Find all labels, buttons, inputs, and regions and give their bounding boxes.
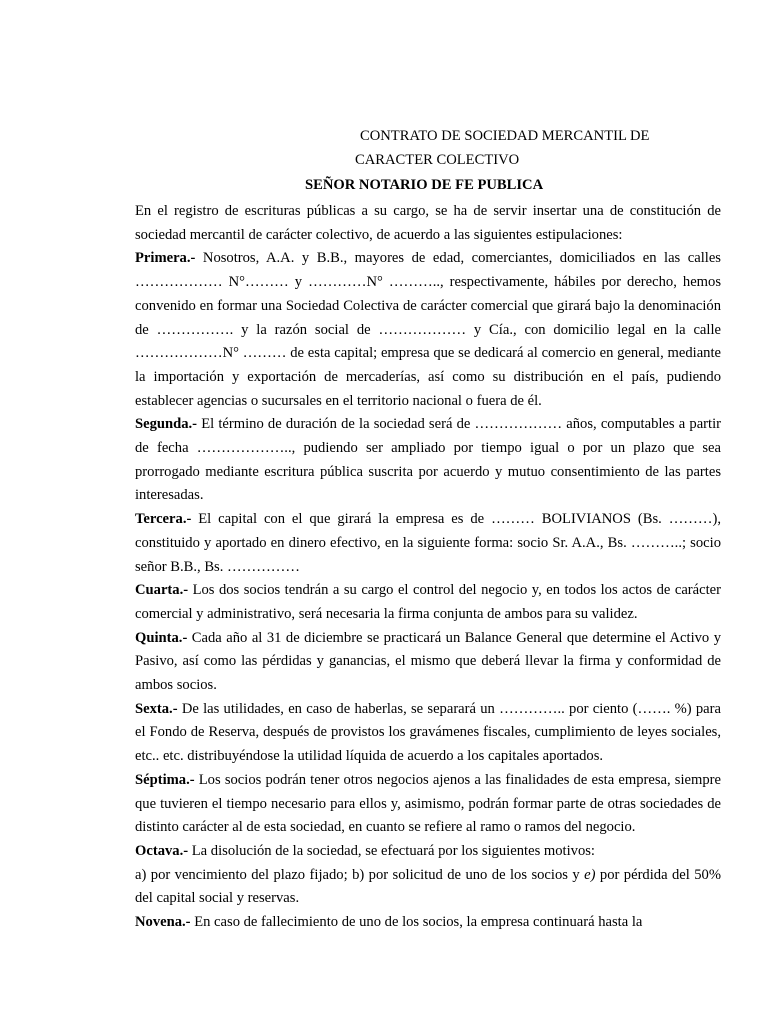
clause-text: Los dos socios tendrán a su cargo el control del negocio y, en todos los actos de carácter comercial y administrativo, será necesaria la firma conjunta de ambos para su validez. (135, 582, 721, 622)
octava-detail: a) por vencimiento del plazo fijado; b) por solicitud de uno de los socios y e) por pérdida del 50% del capital social y reservas. (135, 866, 722, 907)
clause-text: El capital con el que girará la empresa es de ……… BOLIVIANOS (Bs. ………), constituido y aportado en dinero efectivo, en la siguiente forma: socio Sr. A.A., Bs. ………..; socio señor B.B., Bs. …………… (135, 511, 721, 575)
clause-label: Sexta.- (135, 700, 178, 717)
clause-sexta (135, 698, 721, 769)
clause-octava (135, 840, 721, 864)
intro-paragraph: En el registro de escrituras públicas a su cargo, se ha de servir insertar una de constitución de sociedad mercantil de carácter colectivo, de acuerdo a las siguientes estipulaciones: (135, 203, 721, 243)
clause-label: Novena.- (135, 914, 191, 931)
clause-text: Los socios podrán tener otros negocios ajenos a las finalidades de esta empresa, siempre que tuvieren el tiempo necesario para ellos y, asimismo, podrán formar parte de otras sociedades de distinto carácter al de esta sociedad, en cuanto se refiere al ramo o ramos del negocio. (135, 771, 721, 836)
clause-quinta (135, 627, 721, 698)
clause-label: Primera.- (135, 250, 196, 267)
clause-label: Segunda.- (135, 416, 198, 433)
clause-segunda (135, 413, 721, 508)
clause-text: Nosotros, A.A. y B.B., mayores de edad, comerciantes, domiciliados en las calles ……………… N°……… y …………N° ……….., respectivamente, hábiles por derecho, hemos convenido en formar una Sociedad Colectiva de carácter comercial que girará bajo la denominación de ……………. y la razón social de ……………… y Cía., con domicilio legal en la calle ………………N° ……… de esta capital; empresa que se dedicará al comercio en general, mediante la importación y exportación de mercaderías, así como su distribución en el país, pudiendo establecer agencias o sucursales en el territorio nacional o fuera de él. (135, 250, 721, 409)
clause-label: Cuarta.- (135, 582, 189, 599)
clause-text: Cada año al 31 de diciembre se practicará un Balance General que determine el Activo y Pasivo, así como las pérdidas y ganancias, el mismo que deberá llevar la firma y conformidad de ambos socios. (135, 629, 721, 694)
clause-label: Tercera.- (135, 511, 192, 528)
clause-primera (135, 247, 721, 413)
clause-text: En caso de fallecimiento de uno de los socios, la empresa continuará hasta la (190, 914, 643, 931)
clause-text: La disolución de la sociedad, se efectuará por los siguientes motivos: (188, 842, 595, 859)
document-body (135, 200, 721, 935)
clause-cuarta (135, 579, 721, 626)
clause-label: Octava.- (135, 842, 189, 859)
clause-label: Quinta.- (135, 629, 188, 646)
clause-label: Séptima.- (135, 771, 195, 788)
clause-text: El término de duración de la sociedad será de ……………… años, computables a partir de fecha ……………….., pudiendo ser ampliado por tiempo igual o por un plazo que sea prorrogado mediante escritura pública suscrita por acuerdo y mutuo consentimiento de las partes interesadas. (135, 416, 721, 504)
clause-novena (135, 911, 721, 935)
clause-tercera (135, 508, 721, 579)
clause-septima (135, 769, 721, 840)
document-page: CONTRATO DE SOCIEDAD MERCANTIL DE CARACTER COLECTIVO SEÑOR NOTARIO DE FE PUBLICA En el registro de escrituras públicas a su cargo, se ha de servir insertar una de constitución de sociedad mercantil de carácter colectivo, de acuerdo a las siguientes estipulaciones: Primera.- Nosotros, A.A. y B.B., mayores de edad, comerciantes, domiciliados en las calles ……………… N°……… y …………N° ……….., respectivamente, hábiles por derecho, hemos convenido en formar una Sociedad Colectiva de carácter comercial que girará bajo la denominación de ……………. y la razón social de ……………… y Cía., con domicilio legal en la calle ………………N° ……… de esta capital; empresa que se dedicará al comercio en general, mediante la importación y exportación de mercaderías, así como su distribución en el país, pudiendo establecer agencias o sucursales en el territorio nacional o fuera de él. Segunda.- El término de duración de la sociedad será de ……………… años, computables a partir de fecha ……………….., pudiendo ser ampliado por tiempo igual o por un plazo que sea prorrogado mediante escritura pública suscrita por acuerdo y mutuo consentimiento de las partes interesadas. Tercera.- El capital con el que girará la empresa es de ……… BOLIVIANOS (Bs. ………), constituido y aportado en dinero efectivo, en la siguiente forma: socio Sr. A.A., Bs. ………..; socio señor B.B., Bs. …………… Cuarta.- Los dos socios tendrán a su cargo el control del negocio y, en todos los actos de carácter comercial y administrativo, será necesaria la firma conjunta de ambos para su validez. Quinta.- Cada año al 31 de diciembre se practicará un Balance General que determine el Activo y Pasivo, así como las pérdidas y ganancias, el mismo que deberá llevar la firma y conformidad de ambos socios. Sexta.- De las utilidades, en caso de haberlas, se separará un ………….. por ciento (……. %) para el Fondo de Reserva, después de provistos los gravámenes fiscales, cumplimiento de leyes sociales, etc.. etc. distribuyéndose la utilidad líquida de acuerdo a los capitales aportados. Séptima.- Los socios podrán tener otros negocios ajenos a las finalidades de esta empresa, siempre que tuvieren el tiempo necesario para ellos y, asimismo, podrán formar parte de otras sociedades de distinto carácter al de esta sociedad, en cuanto se refiere al ramo o ramos del negocio. Octava.- La disolución de la sociedad, se efectuará por los siguientes motivos: a) por vencimiento del plazo fijado; b) por solicitud de uno de los socios y e) por pérdida del 50% del capital social y reservas. Novena.- En caso de fallecimiento de uno de los socios, la empresa continuará hasta la (0, 0, 768, 1024)
clause-text: De las utilidades, en caso de haberlas, se separará un ………….. por ciento (……. %) para el Fondo de Reserva, después de provistos los gravámenes fiscales, cumplimiento de leyes sociales, etc.. etc. distribuyéndose la utilidad líquida de acuerdo a los capitales aportados. (135, 700, 721, 765)
